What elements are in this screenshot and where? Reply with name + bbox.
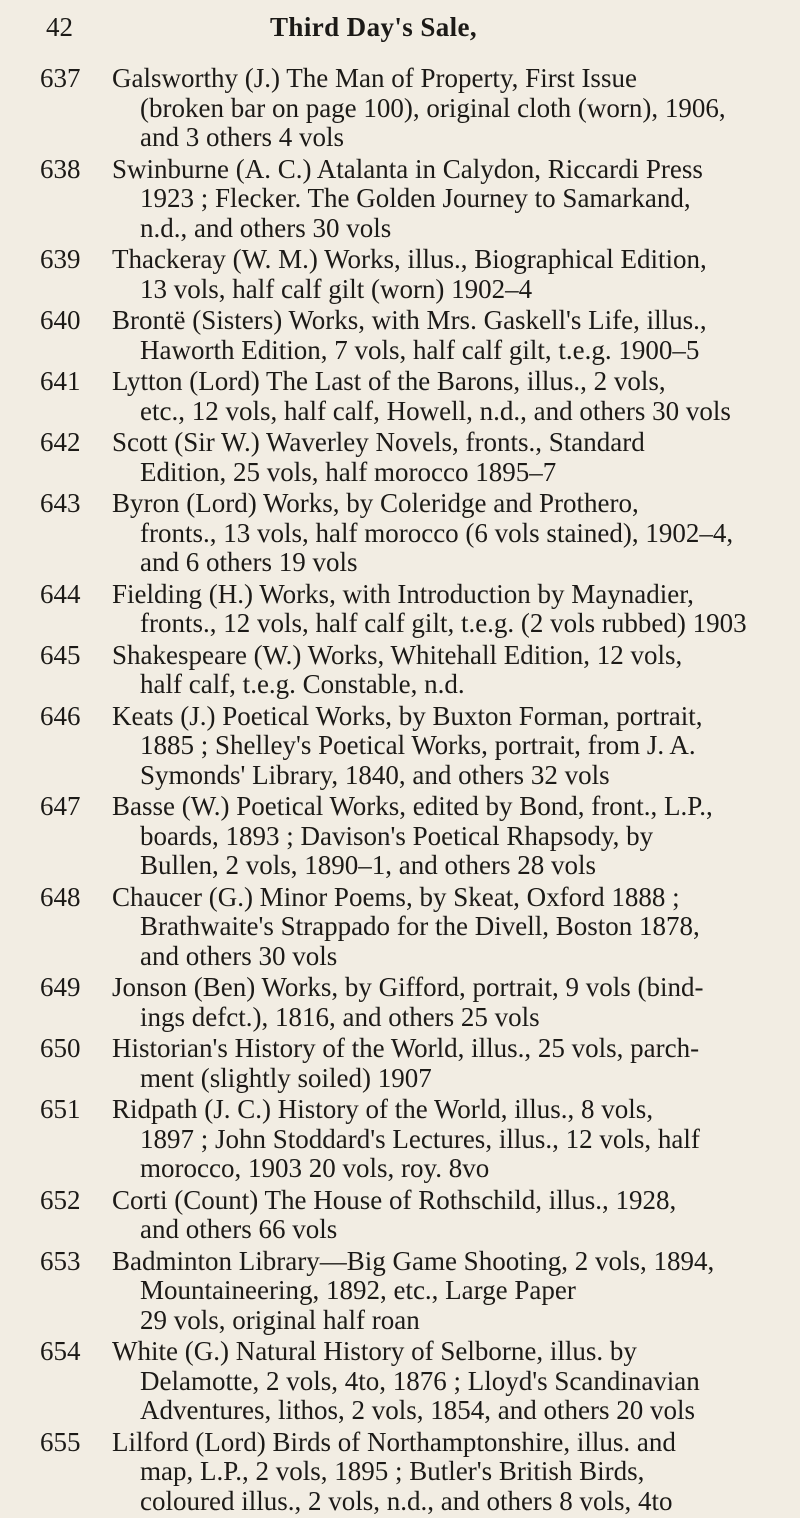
lot-entry [40, 367, 775, 426]
lot-line: half calf, t.e.g. Constable, n.d. [140, 669, 465, 699]
lot-number: 648 [40, 881, 81, 912]
lot-line: Symonds' Library, 1840, and others 32 vols [140, 759, 610, 790]
lot-description [112, 64, 775, 153]
lot-line: Mountaineering, 1892, etc., Large Paper [140, 1275, 576, 1305]
lot-entry [40, 792, 775, 881]
lot-line: Haworth Edition, 7 vols, half calf gilt, t.e.g. 1900–5 [140, 334, 700, 365]
lot-description [112, 1095, 775, 1184]
lot-description [112, 973, 775, 1032]
lot-entry [40, 1337, 775, 1426]
lot-line: Bullen, 2 vols, 1890–1, and others 28 vols [140, 850, 596, 880]
lot-entry [40, 245, 775, 304]
lot-description [112, 155, 775, 244]
lot-line: Delamotte, 2 vols, 4to, 1876 ; Lloyd's Scandinavian [140, 1365, 700, 1396]
lot-number: 646 [40, 700, 81, 731]
lot-line: Scott (Sir W.) Waverley Novels, fronts., Standard [112, 427, 645, 457]
lot-entry [40, 973, 775, 1032]
lot-line: 1897 ; John Stoddard's Lectures, illus., 12 vols, half [140, 1123, 700, 1154]
lot-description [112, 702, 775, 791]
lot-description [112, 367, 775, 426]
lot-description [112, 245, 775, 304]
lot-line: Historian's History of the World, illus., 25 vols, parch- [112, 1033, 700, 1063]
lot-number: 638 [40, 153, 81, 184]
lot-description [112, 1428, 775, 1517]
lot-description [112, 580, 775, 639]
lot-line: Basse (W.) Poetical Works, edited by Bond, front., L.P., [112, 791, 713, 821]
lot-entry [40, 580, 775, 639]
lot-line: coloured illus., 2 vols, n.d., and others 8 vols, 4to [140, 1485, 673, 1516]
lot-number: 651 [40, 1094, 81, 1124]
lot-entry [40, 641, 775, 700]
lot-description [112, 1034, 775, 1093]
lot-number: 644 [40, 578, 81, 609]
lot-entry [40, 1186, 775, 1245]
lot-line: Corti (Count) The House of Rothschild, illus., 1928, [112, 1184, 677, 1215]
lot-line: morocco, 1903 20 vols, roy. 8vo [140, 1153, 490, 1183]
lot-line: Keats (J.) Poetical Works, by Buxton Forman, portrait, [112, 700, 703, 731]
lot-line: Edition, 25 vols, half morocco 1895–7 [140, 456, 557, 487]
page-header [46, 12, 760, 46]
lot-description [112, 428, 775, 487]
lot-description [112, 1186, 775, 1245]
lot-line: Adventures, lithos, 2 vols, 1854, and others 20 vols [140, 1395, 695, 1425]
lot-number: 641 [40, 366, 81, 396]
lot-entry [40, 428, 775, 487]
lot-number: 647 [40, 791, 81, 821]
lot-line: Thackeray (W. M.) Works, illus., Biographical Edition, [112, 244, 707, 274]
lot-entry [40, 1034, 775, 1093]
lot-description [112, 1247, 775, 1336]
lot-line: 1923 ; Flecker. The Golden Journey to Samarkand, [140, 183, 691, 213]
lot-description [112, 489, 775, 578]
lot-entry [40, 306, 775, 365]
lot-line: and others 30 vols [140, 940, 338, 971]
lot-description [112, 306, 775, 365]
lot-entry [40, 1428, 775, 1517]
lot-number: 652 [40, 1184, 81, 1215]
lot-line: n.d., and others 30 vols [140, 212, 392, 243]
lot-entry [40, 489, 775, 578]
lot-number: 654 [40, 1336, 81, 1366]
page-number: 42 [46, 12, 73, 42]
lot-entry [40, 155, 775, 244]
lot-line: Brontë (Sisters) Works, with Mrs. Gaskell's Life, illus., [112, 305, 707, 335]
lot-number: 643 [40, 488, 81, 518]
lot-line: and 3 others 4 vols [140, 122, 344, 152]
lot-line: Lilford (Lord) Birds of Northamptonshire, illus. and [112, 1426, 676, 1457]
lot-number: 653 [40, 1245, 81, 1276]
lot-description [112, 641, 775, 700]
lot-line: Byron (Lord) Works, by Coleridge and Prothero, [112, 488, 639, 518]
lot-line: White (G.) Natural History of Selborne, illus. by [112, 1336, 637, 1366]
lot-list [40, 64, 775, 1518]
lot-line: Chaucer (G.) Minor Poems, by Skeat, Oxford 1888 ; [112, 881, 680, 912]
lot-line: fronts., 13 vols, half morocco (6 vols stained), 1902–4, [140, 517, 734, 548]
lot-number: 650 [40, 1033, 81, 1063]
lot-description [112, 1337, 775, 1426]
lot-line: Ridpath (J. C.) History of the World, illus., 8 vols, [112, 1094, 654, 1124]
lot-line: (broken bar on page 100), original cloth (worn), 1906, [140, 92, 726, 123]
lot-number: 642 [40, 427, 81, 457]
lot-entry [40, 702, 775, 791]
lot-line: map, L.P., 2 vols, 1895 ; Butler's British Birds, [140, 1456, 645, 1486]
lot-line: Fielding (H.) Works, with Introduction by Maynadier, [112, 578, 694, 609]
running-title: Third Day's Sale, [270, 12, 478, 42]
lot-number: 640 [40, 305, 81, 335]
lot-number: 645 [40, 639, 81, 670]
lot-line: 13 vols, half calf gilt (worn) 1902–4 [140, 273, 533, 304]
lot-number: 637 [40, 63, 81, 93]
lot-entry [40, 1247, 775, 1336]
lot-description [112, 792, 775, 881]
lot-line: Lytton (Lord) The Last of the Barons, illus., 2 vols, [112, 366, 666, 396]
lot-line: ment (slightly soiled) 1907 [140, 1062, 432, 1093]
lot-number: 649 [40, 972, 81, 1002]
lot-line: boards, 1893 ; Davison's Poetical Rhapsody, by [140, 820, 654, 851]
lot-line: 29 vols, original half roan [140, 1304, 420, 1335]
lot-line: and 6 others 19 vols [140, 547, 358, 577]
lot-line: fronts., 12 vols, half calf gilt, t.e.g. (2 vols rubbed) 1903 [140, 608, 747, 638]
lot-line: Jonson (Ben) Works, by Gifford, portrait, 9 vols (bind- [112, 972, 704, 1002]
lot-line: Galsworthy (J.) The Man of Property, First Issue [112, 63, 637, 93]
lot-line: Swinburne (A. C.) Atalanta in Calydon, Riccardi Press [112, 153, 703, 184]
lot-entry [40, 883, 775, 972]
lot-line: and others 66 vols [140, 1214, 338, 1244]
lot-line: Shakespeare (W.) Works, Whitehall Edition, 12 vols, [112, 639, 683, 670]
lot-line: Badminton Library—Big Game Shooting, 2 vols, 1894, [112, 1245, 715, 1276]
lot-description [112, 883, 775, 972]
lot-line: 1885 ; Shelley's Poetical Works, portrait, from J. A. [140, 730, 696, 760]
lot-line: ings defct.), 1816, and others 25 vols [140, 1001, 540, 1032]
lot-number: 655 [40, 1426, 81, 1457]
lot-line: Brathwaite's Strappado for the Divell, Boston 1878, [140, 911, 700, 941]
lot-number: 639 [40, 244, 81, 274]
lot-entry [40, 64, 775, 153]
lot-line: etc., 12 vols, half calf, Howell, n.d., and others 30 vols [140, 395, 731, 426]
lot-entry [40, 1095, 775, 1184]
